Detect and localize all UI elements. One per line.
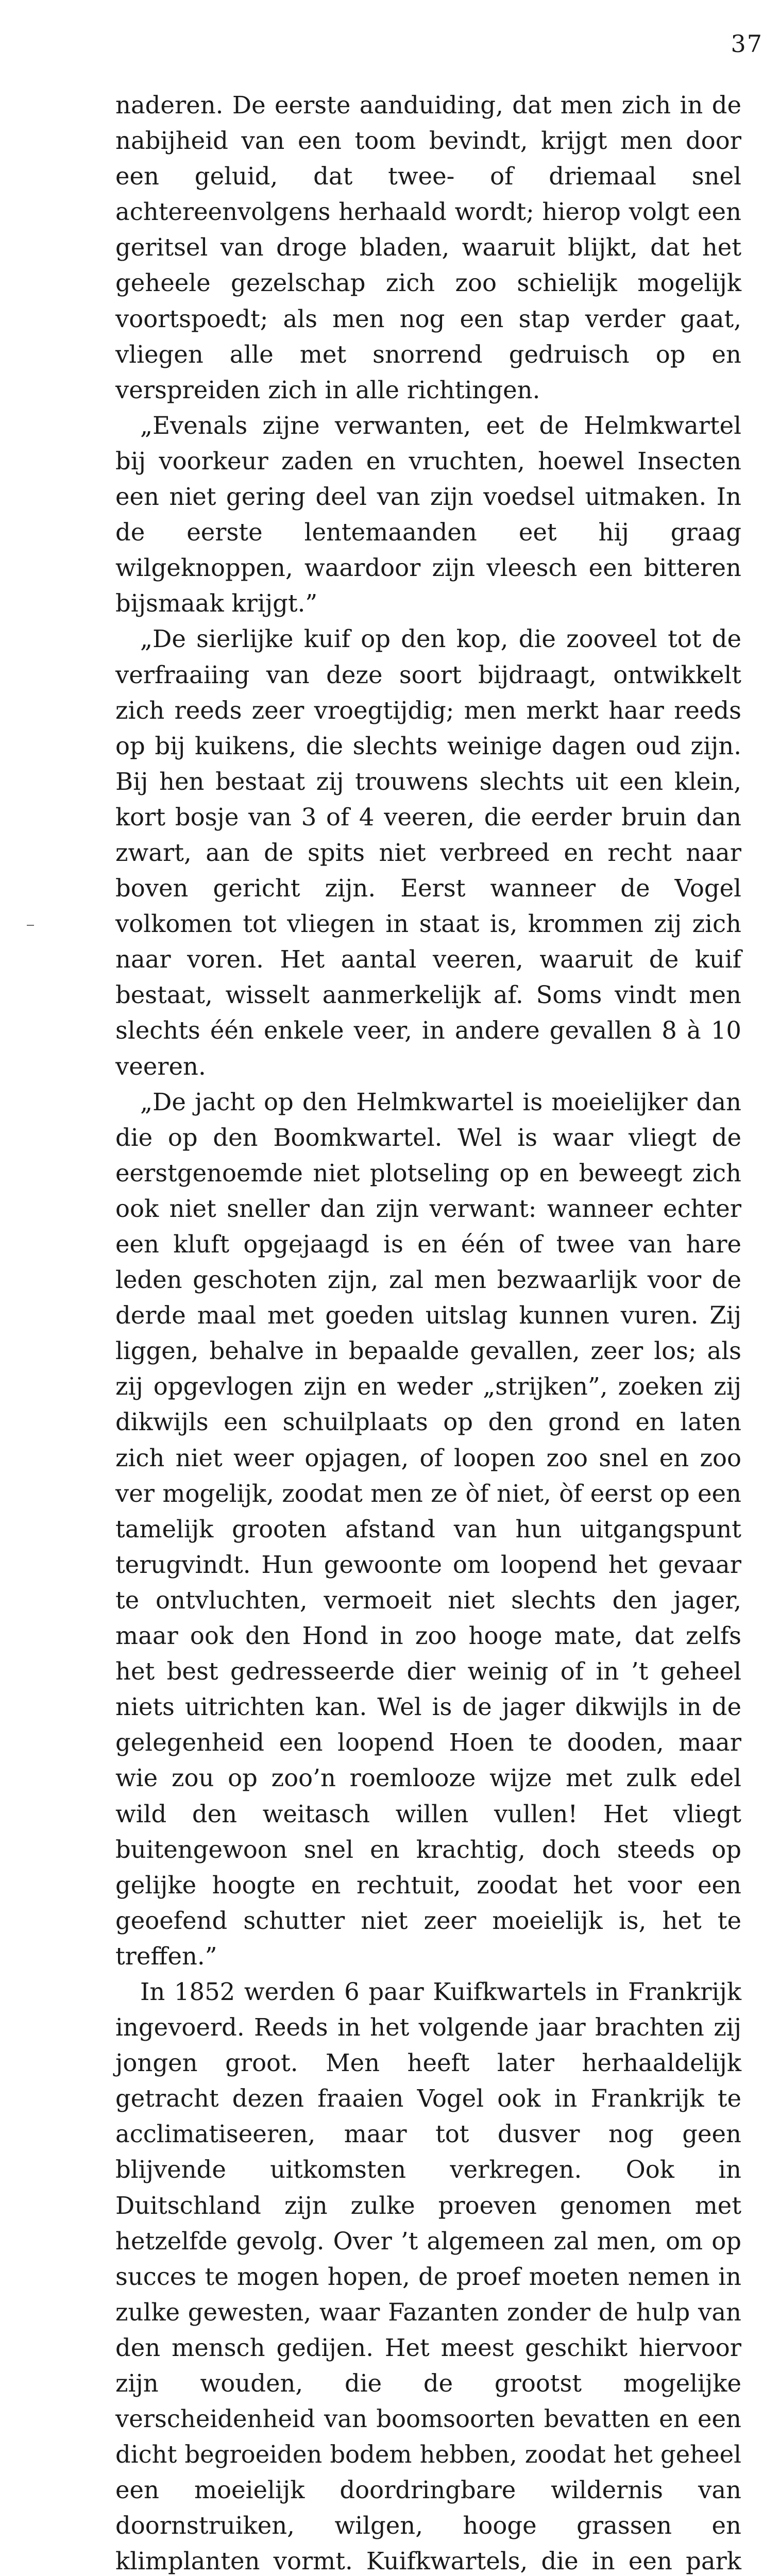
page-number: 37 [731,30,763,58]
paragraph: naderen. De eerste aanduiding, dat men zich in de nabijheid van een toom bevindt, krijgt men door een geluid, dat twee- of driemaal snel achtereenvolgens herhaald wordt; hierop volgt een geritsel van droge bladen, waaruit blijkt, dat het geheele gezelschap zich zoo schielijk mogelijk voortspoedt; als men nog een stap verder gaat, vliegen alle met snorrend gedruisch op en verspreiden zich in alle richtingen. [115,91,741,404]
text-column [115,88,741,2576]
paragraph: „De sierlijke kuif op den kop, die zooveel tot de verfraaiing van deze soort bijdraagt, ontwikkelt zich reeds zeer vroegtijdig; men merkt haar reeds op bij kuikens, die slechts weinige dagen oud zijn. Bij hen bestaat zij trouwens slechts uit een klein, kort bosje van 3 of 4 veeren, die eerder bruin dan zwart, aan de spits niet verbreed en recht naar boven gericht zijn. Eerst wanneer de Vogel volkomen tot vliegen in staat is, krommen zij zich naar voren. Het aantal veeren, waaruit de kuif bestaat, wisselt aanmerkelijk af. Soms vindt men slechts één enkele veer, in andere gevallen 8 à 10 veeren. [115,625,741,1080]
margin-mark [27,925,34,926]
paragraph: „De jacht op den Helmkwartel is moeielijker dan die op den Boomkwartel. Wel is waar vliegt de eerstgenoemde niet plotseling op en beweegt zich ook niet sneller dan zijn verwant: wanneer echter een kluft opgejaagd is en één of twee van hare leden geschoten zijn, zal men bezwaarlijk voor de derde maal met goeden uitslag kunnen vuren. Zij liggen, behalve in bepaalde gevallen, zeer los; als zij opgevlogen zijn en weder „strijken”, zoeken zij dikwijls een schuilplaats op den grond en laten zich niet weer opjagen, of loopen zoo snel en zoo ver mogelijk, zoodat men ze òf niet, òf eerst op een tamelijk grooten afstand van hun uitgangspunt terugvindt. Hun gewoonte om loopend het gevaar te ontvluchten, vermoeit niet slechts den jager, maar ook den Hond in zoo hooge mate, dat zelfs het best gedresseerde dier weinig of in ’t geheel niets uitrichten kan. Wel is de jager dikwijls in de gelegenheid een loopend Hoen te dooden, maar wie zou op zoo’n roemlooze wijze met zulk edel wild den weitasch willen vullen! Het vliegt buitengewoon snel en krachtig, doch steeds op gelijke hoogte en rechtuit, zoodat het voor een geoefend schutter niet zeer moeielijk is, het te treffen.” [115,1088,741,1970]
paragraph: „Evenals zijne verwanten, eet de Helmkwartel bij voorkeur zaden en vruchten, hoewel Insecten een niet gering deel van zijn voedsel uitmaken. In de eerste lentemaanden eet hij graag wilgeknoppen, waardoor zijn vleesch een bitteren bijsmaak krijgt.” [115,411,741,618]
paragraph: In 1852 werden 6 paar Kuifkwartels in Frankrijk ingevoerd. Reeds in het volgende jaar brachten zij jongen groot. Men heeft later herhaaldelijk getracht dezen fraaien Vogel ook in Frankrijk te acclimatiseeren, maar tot dusver nog geen blijvende uitkomsten verkregen. Ook in Duitschland zijn zulke proeven genomen met hetzelfde gevolg. Over ’t algemeen zal men, om op succes te mogen hopen, de proef moeten nemen in zulke gewesten, waar Fazanten zonder de hulp van den mensch gedijen. Het meest geschikt hiervoor zijn wouden, die de grootst mogelijke verscheidenheid van boomsoorten bevatten en een dicht begroeiden bodem hebben, zoodat het geheel een moeielijk doordringbare wildernis van doornstruiken, wilgen, hooge grassen en klimplanten vormt. Kuifkwartels, die in een park [115,1977,741,2575]
